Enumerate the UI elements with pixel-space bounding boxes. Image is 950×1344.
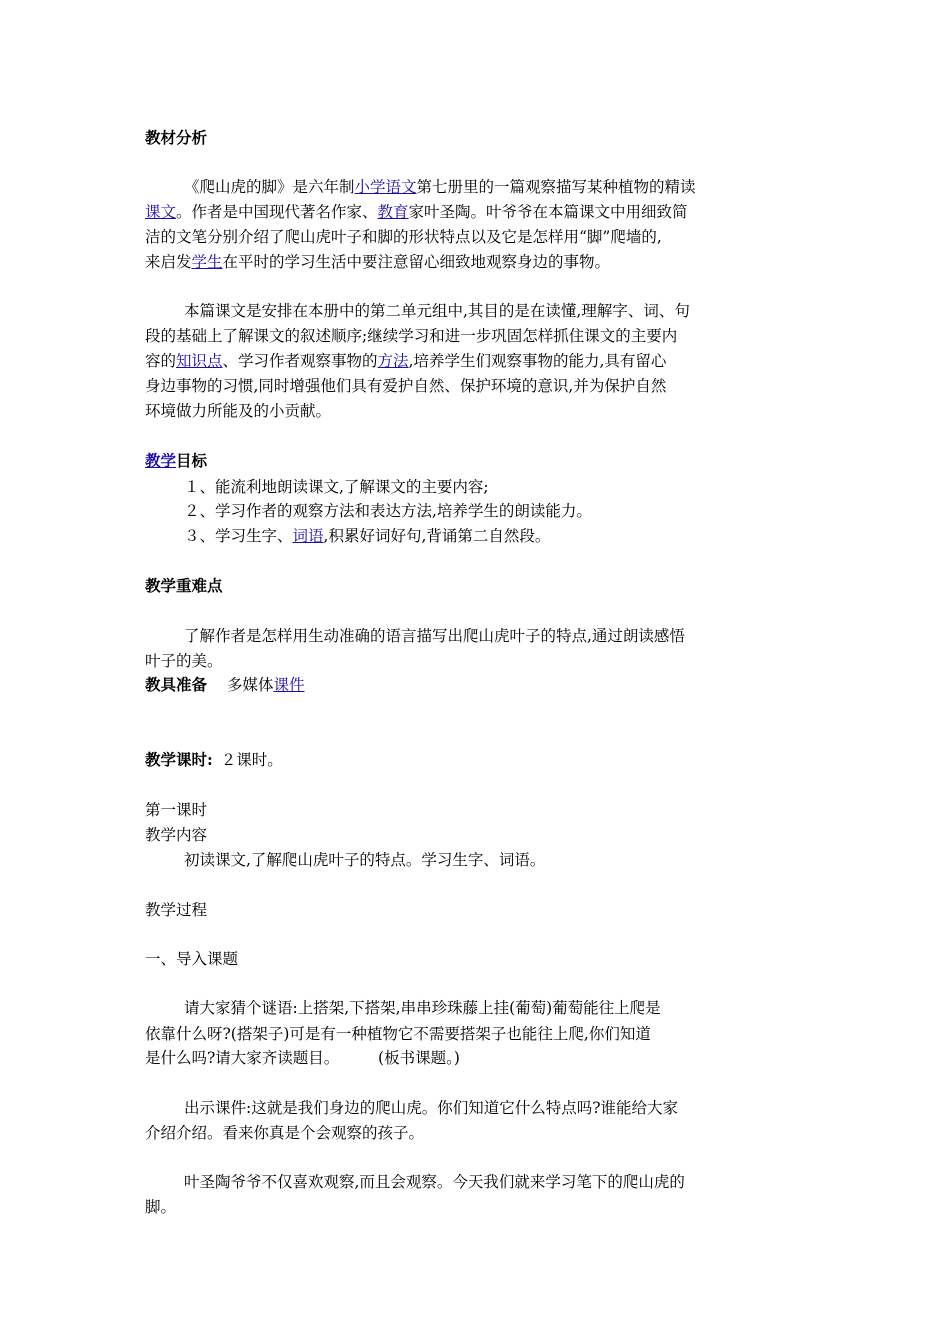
goal-item-3 bbox=[184, 526, 550, 546]
analysis-p1-line3: 洁的文笔分别介绍了爬山虎叶子和脚的形状特点以及它是怎样用“脚”爬墙的, bbox=[145, 228, 662, 246]
text: 在平时的学习生活中要注意留心细致地观察身边的事物。 bbox=[222, 253, 611, 271]
q3-line1: 叶圣陶爷爷不仅喜欢观察,而且会观察。今天我们就来学习笔下的爬山虎的 bbox=[184, 1173, 685, 1191]
text: 、学习作者观察事物的 bbox=[222, 352, 378, 370]
text: 。作者是中国现代著名作家、 bbox=[176, 203, 378, 221]
difficulty-line1: 了解作者是怎样用生动准确的语言描写出爬山虎叶子的特点,通过朗读感悟 bbox=[184, 627, 685, 645]
analysis-p2-line1: 本篇课文是安排在本册中的第二单元组中,其目的是在读懂,理解字、词、句 bbox=[184, 302, 690, 320]
analysis-p2-line4: 身边事物的习惯,同时增强他们具有爱护自然、保护环境的意识,并为保护自然 bbox=[145, 377, 667, 395]
analysis-p2-line2: 段的基础上了解课文的叙述顺序;继续学习和进一步巩固怎样抓住课文的主要内 bbox=[145, 327, 678, 345]
text: ３、学习生字、 bbox=[184, 527, 293, 545]
q1-line2: 依靠什么呀?(搭架子)可是有一种植物它不需要搭架子也能往上爬,你们知道 bbox=[145, 1025, 651, 1043]
link-knowledge-point[interactable]: 知识点 bbox=[176, 352, 223, 370]
link-method[interactable]: 方法 bbox=[377, 352, 409, 370]
hours-label: 教学课时: bbox=[145, 750, 213, 769]
text: 第七册里的一篇观察描写某种植物的精读 bbox=[416, 178, 696, 196]
link-words[interactable]: 词语 bbox=[292, 527, 324, 545]
heading-difficulty: 教学重难点 bbox=[145, 576, 223, 595]
tools-label: 教具准备 bbox=[145, 675, 208, 694]
lesson1-title: 第一课时 bbox=[145, 801, 208, 819]
heading-analysis: 教材分析 bbox=[145, 128, 208, 147]
text: ,积累好词好句,背诵第二自然段。 bbox=[323, 527, 551, 545]
analysis-p2-line3 bbox=[145, 351, 666, 371]
text: 目标 bbox=[176, 451, 208, 470]
analysis-p1-line2 bbox=[145, 202, 688, 222]
difficulty-line2: 叶子的美。 bbox=[145, 652, 223, 670]
link-courseware[interactable]: 课件 bbox=[273, 676, 305, 694]
tools-value: 多媒体 bbox=[227, 676, 274, 694]
text: 容的 bbox=[145, 352, 177, 370]
hours-value: ２课时。 bbox=[220, 751, 283, 769]
goal-item-1: １、能流利地朗读课文,了解课文的主要内容; bbox=[184, 478, 489, 496]
analysis-p2-line5: 环境做力所能及的小贡献。 bbox=[145, 402, 332, 420]
analysis-p1-line4 bbox=[145, 252, 610, 272]
lesson1-content-label: 教学内容 bbox=[145, 826, 208, 844]
hours-line bbox=[145, 750, 283, 770]
q1-line1: 请大家猜个谜语:上搭架,下搭架,串串珍珠藤上挂(葡萄)葡萄能往上爬是 bbox=[184, 999, 661, 1017]
link-text[interactable]: 课文 bbox=[145, 203, 177, 221]
text: 《爬山虎的脚》是六年制 bbox=[184, 178, 355, 196]
q2-line2: 介绍介绍。看来你真是个会观察的孩子。 bbox=[145, 1124, 425, 1142]
lesson1-content: 初读课文,了解爬山虎叶子的特点。学习生字、词语。 bbox=[184, 851, 546, 869]
text: 家叶圣陶。叶爷爷在本篇课文中用细致简 bbox=[408, 203, 688, 221]
lesson1-process: 教学过程 bbox=[145, 901, 208, 919]
q2-line1: 出示课件:这就是我们身边的爬山虎。你们知道它什么特点吗?谁能给大家 bbox=[184, 1099, 679, 1117]
text: ,培养学生们观察事物的能力,具有留心 bbox=[408, 352, 667, 370]
q3-line2: 脚。 bbox=[145, 1198, 177, 1216]
q1-line3: 是什么吗?请大家齐读题目。 (板书课题。) bbox=[145, 1049, 460, 1067]
lesson1-step1: 一、导入课题 bbox=[145, 950, 239, 968]
link-teaching[interactable]: 教学 bbox=[145, 451, 177, 470]
text: 来启发 bbox=[145, 253, 192, 271]
goal-item-2: ２、学习作者的观察方法和表达方法,培养学生的朗读能力。 bbox=[184, 502, 592, 520]
link-primary-chinese[interactable]: 小学语文 bbox=[354, 178, 417, 196]
link-education[interactable]: 教育 bbox=[377, 203, 409, 221]
heading-goals bbox=[145, 451, 207, 471]
analysis-p1-line1 bbox=[184, 177, 696, 197]
link-student[interactable]: 学生 bbox=[191, 253, 223, 271]
tools-line bbox=[145, 675, 305, 695]
